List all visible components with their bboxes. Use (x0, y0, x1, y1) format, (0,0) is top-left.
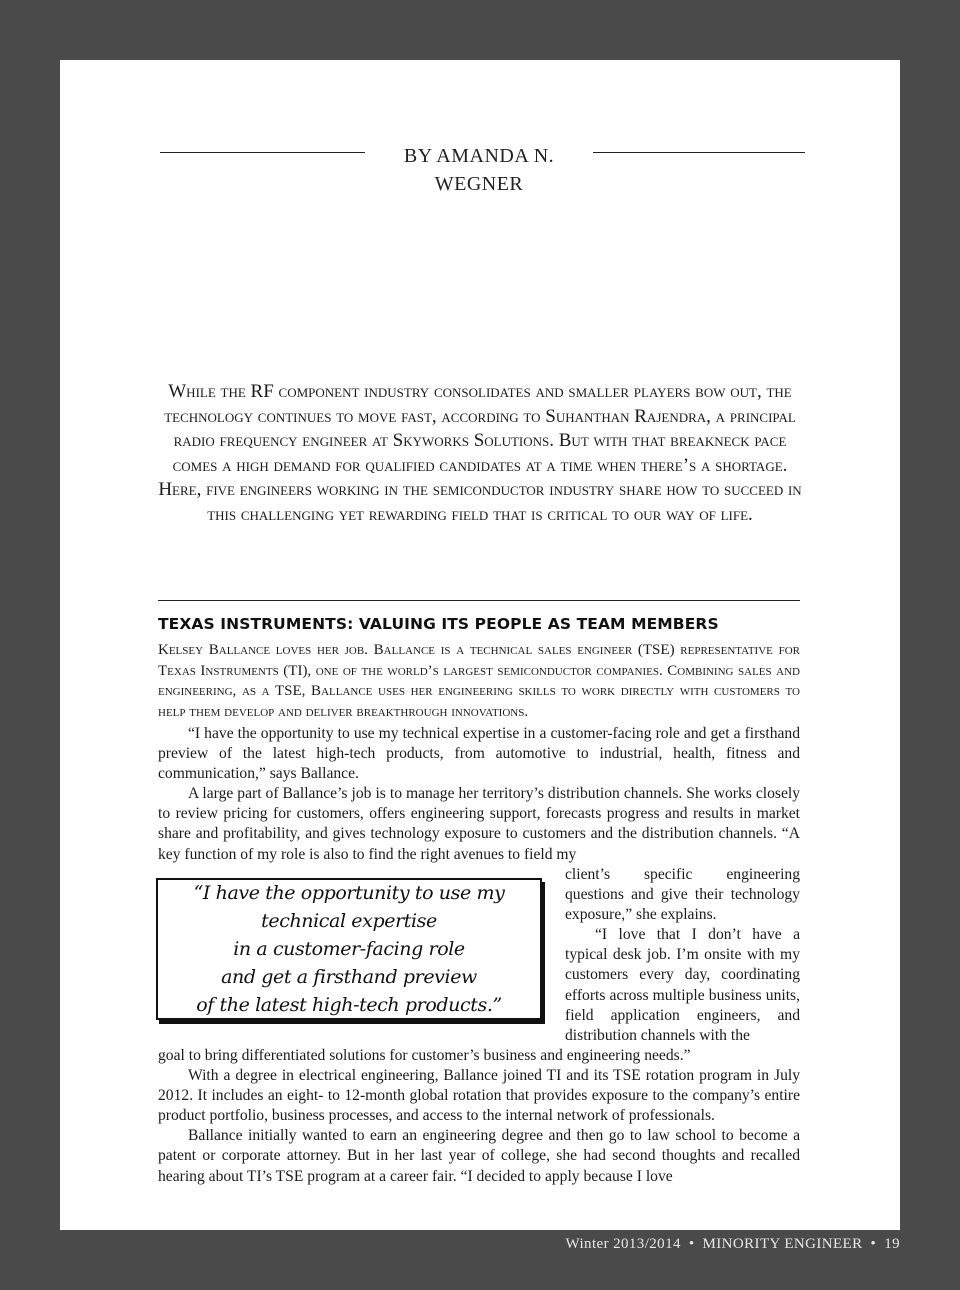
article-intro: While the RF component industry consolidates and smaller players bow out, the technology continues to move fast, according to Suhanthan Rajendra, a principal radio frequency engineer at Skyworks Solutions. But with that breakneck pace comes a high demand for qualified candidates at a time when there’s a shortage. Here, five engineers working in the semiconductor industry share how to succeed in this challenging yet rewarding field that is critical to our way of life. (158, 381, 802, 525)
paragraph-2-continued: client’s specific engineering questions and give their technology exposure,” she explains. (565, 866, 800, 924)
paragraph-5: Ballance initially wanted to earn an engineering degree and then go to law school to become a patent or corporate attorney. But in her last year of college, she had second thoughts and recalled hearing about TI’s TSE program at a career fair. “I decided to apply because I love (158, 1127, 800, 1185)
author-name-line-2: WEGNER (434, 173, 524, 195)
paragraph-2: A large part of Ballance’s job is to manage her territory’s distribution channels. She works closely to review pricing for customers, offers engineering support, forecasts progress and results in market share and profitability, and gives technology exposure to customers and the distribution channels. “A key function of my role is also to find the right avenues to field my (158, 785, 800, 863)
page-number: 19 (884, 1236, 900, 1252)
pull-quote-line-2: in a customer-facing role (233, 938, 465, 960)
footer-magazine-name: MINORITY ENGINEER (702, 1236, 863, 1252)
paragraph-4: With a degree in electrical engineering, Ballance joined TI and its TSE rotation program in July 2012. It includes an eight- to 12-month global rotation that provides exposure to the company’s entire product portfolio, business processes, and access to the internal network of professionals. (158, 1067, 800, 1125)
pull-quote (156, 878, 542, 1020)
section-heading: TEXAS INSTRUMENTS: VALUING ITS PEOPLE AS TEAM MEMBERS (158, 615, 719, 633)
magazine-page (60, 60, 900, 1230)
byline-rule-right (593, 152, 805, 153)
footer-separator-1: • (688, 1236, 695, 1252)
pull-quote-line-4: of the latest high-tech products.” (196, 994, 502, 1016)
author-name (365, 142, 593, 198)
paragraph-1: “I have the opportunity to use my technical expertise in a customer-facing role and get a firsthand preview of the latest high-tech products, from automotive to industrial, health, fitness and communication,” says Ballance. (158, 725, 800, 783)
author-name-line-1: BY AMANDA N. (403, 145, 555, 167)
byline (160, 142, 805, 202)
footer-separator-2: • (870, 1236, 877, 1252)
pull-quote-line-1: “I have the opportunity to use my technical expertise (193, 882, 505, 932)
body-text-top (158, 724, 800, 865)
pull-quote-line-3: and get a firsthand preview (221, 966, 477, 988)
paragraph-3-continued: goal to bring differentiated solutions for customer’s business and engineering needs.” (158, 1047, 691, 1064)
section-lead-paragraph: Kelsey Ballance loves her job. Ballance is a technical sales engineer (TSE) representative for Texas Instruments (TI), one of the world’s largest semiconductor companies. Combining sales and engineering, as a TSE, Ballance uses her engineering skills to work directly with customers to help them develop and deliver breakthrough innovations. (158, 642, 800, 720)
section-divider (158, 600, 800, 601)
footer-issue: Winter 2013/2014 (565, 1236, 681, 1252)
body-text-bottom (158, 1046, 800, 1187)
byline-rule-left (160, 152, 365, 153)
page-footer (566, 1236, 900, 1253)
body-text-right-column (565, 865, 800, 1046)
paragraph-3: “I love that I don’t have a typical desk job. I’m onsite with my customers every day, coordinating efforts across multiple business units, field application engineers, and distribution channels with the (565, 926, 800, 1044)
